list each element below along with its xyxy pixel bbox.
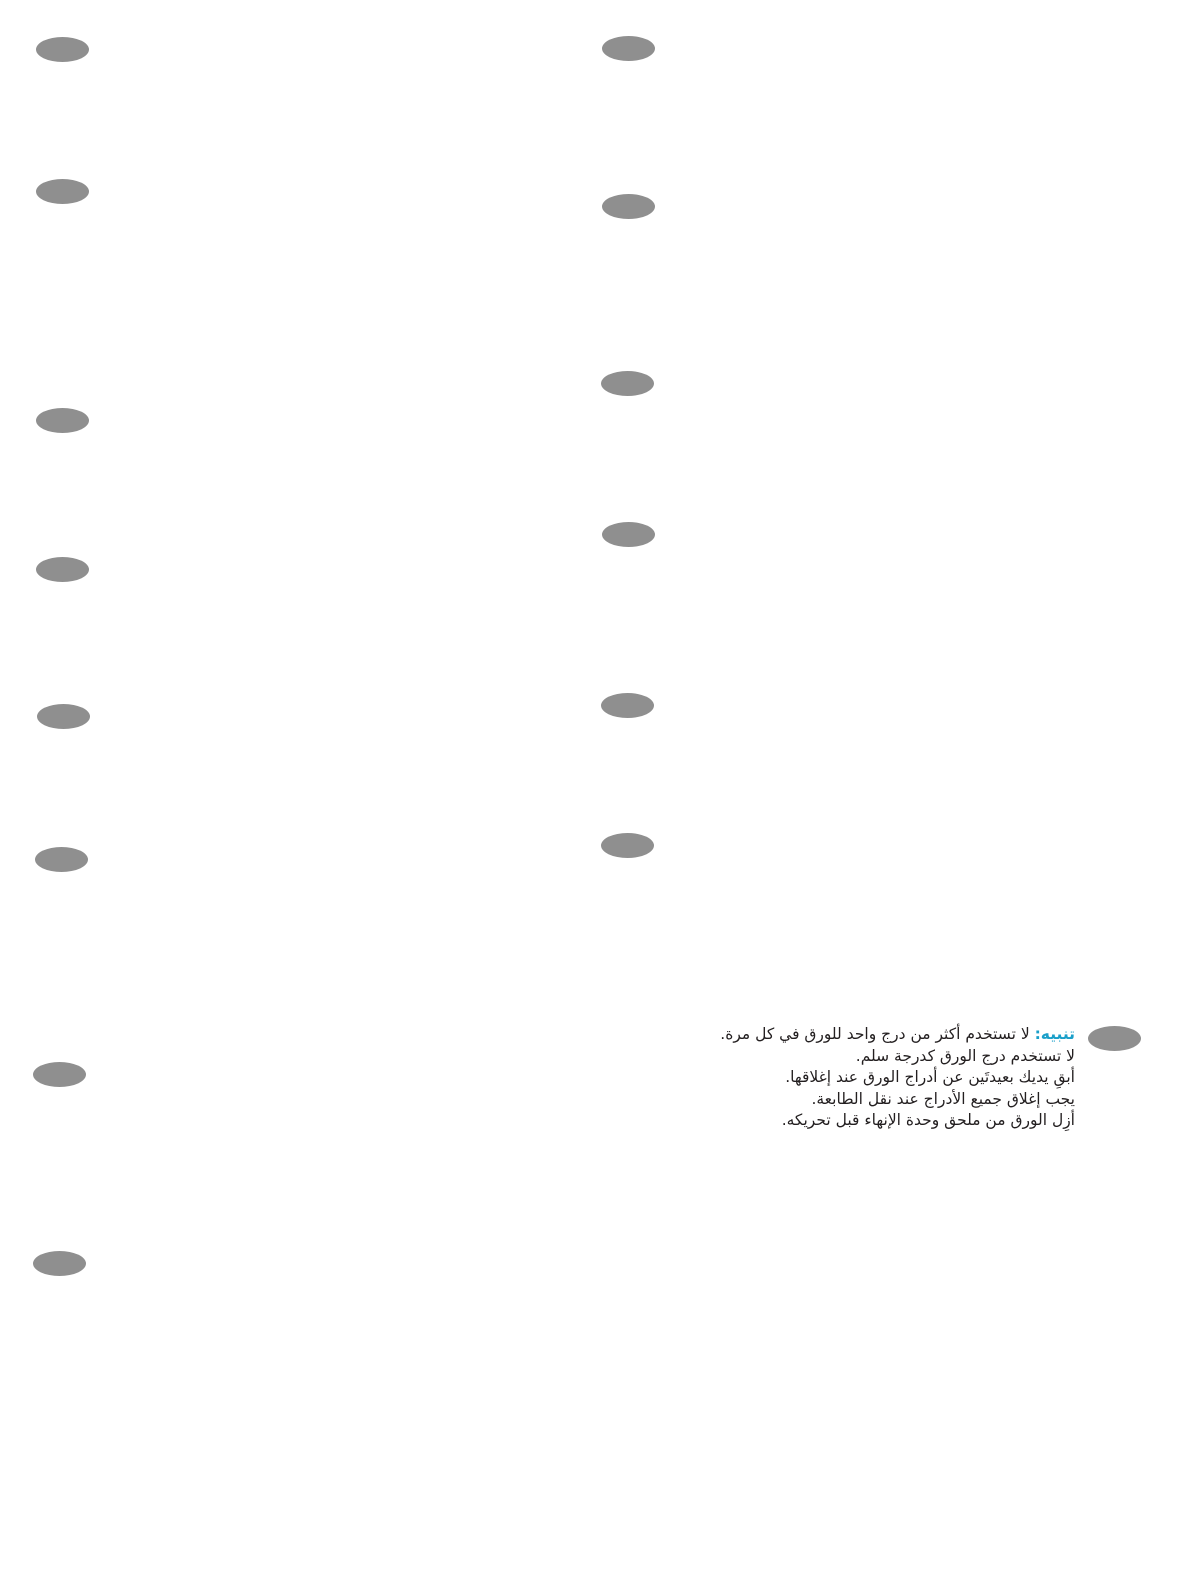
- caution-line: أبقِ يديك بعيدتَين عن أدراج الورق عند إغلاقها.: [785, 1068, 1075, 1086]
- step-marker-right-6: [601, 833, 654, 858]
- caution-marker: [1088, 1026, 1141, 1051]
- step-marker-left-8: [33, 1251, 86, 1276]
- step-marker-left-2: [36, 179, 89, 204]
- step-marker-left-3: [36, 408, 89, 433]
- caution-line: يجب إغلاق جميع الأدراج عند نقل الطابعة.: [811, 1089, 1075, 1108]
- caution-block: [640, 1024, 1075, 1132]
- caution-line: أزِل الورق من ملحق وحدة الإنهاء قبل تحريكه.: [781, 1111, 1075, 1129]
- caution-line: لا تستخدم درج الورق كدرجة سلم.: [855, 1046, 1075, 1065]
- step-marker-left-4: [36, 557, 89, 582]
- step-marker-right-5: [601, 693, 654, 718]
- step-marker-left-6: [35, 847, 88, 872]
- caution-first-line: [640, 1024, 1075, 1046]
- step-marker-right-1: [602, 36, 655, 61]
- step-marker-right-3: [601, 371, 654, 396]
- step-marker-left-5: [37, 704, 90, 729]
- step-marker-left-7: [33, 1062, 86, 1087]
- step-marker-left-1: [36, 37, 89, 62]
- caution-first-text: لا تستخدم أكثر من درج واحد للورق في كل مرة.: [720, 1025, 1035, 1043]
- caution-label: تنبيه:: [1034, 1025, 1075, 1043]
- step-marker-right-2: [602, 194, 655, 219]
- step-marker-right-4: [602, 522, 655, 547]
